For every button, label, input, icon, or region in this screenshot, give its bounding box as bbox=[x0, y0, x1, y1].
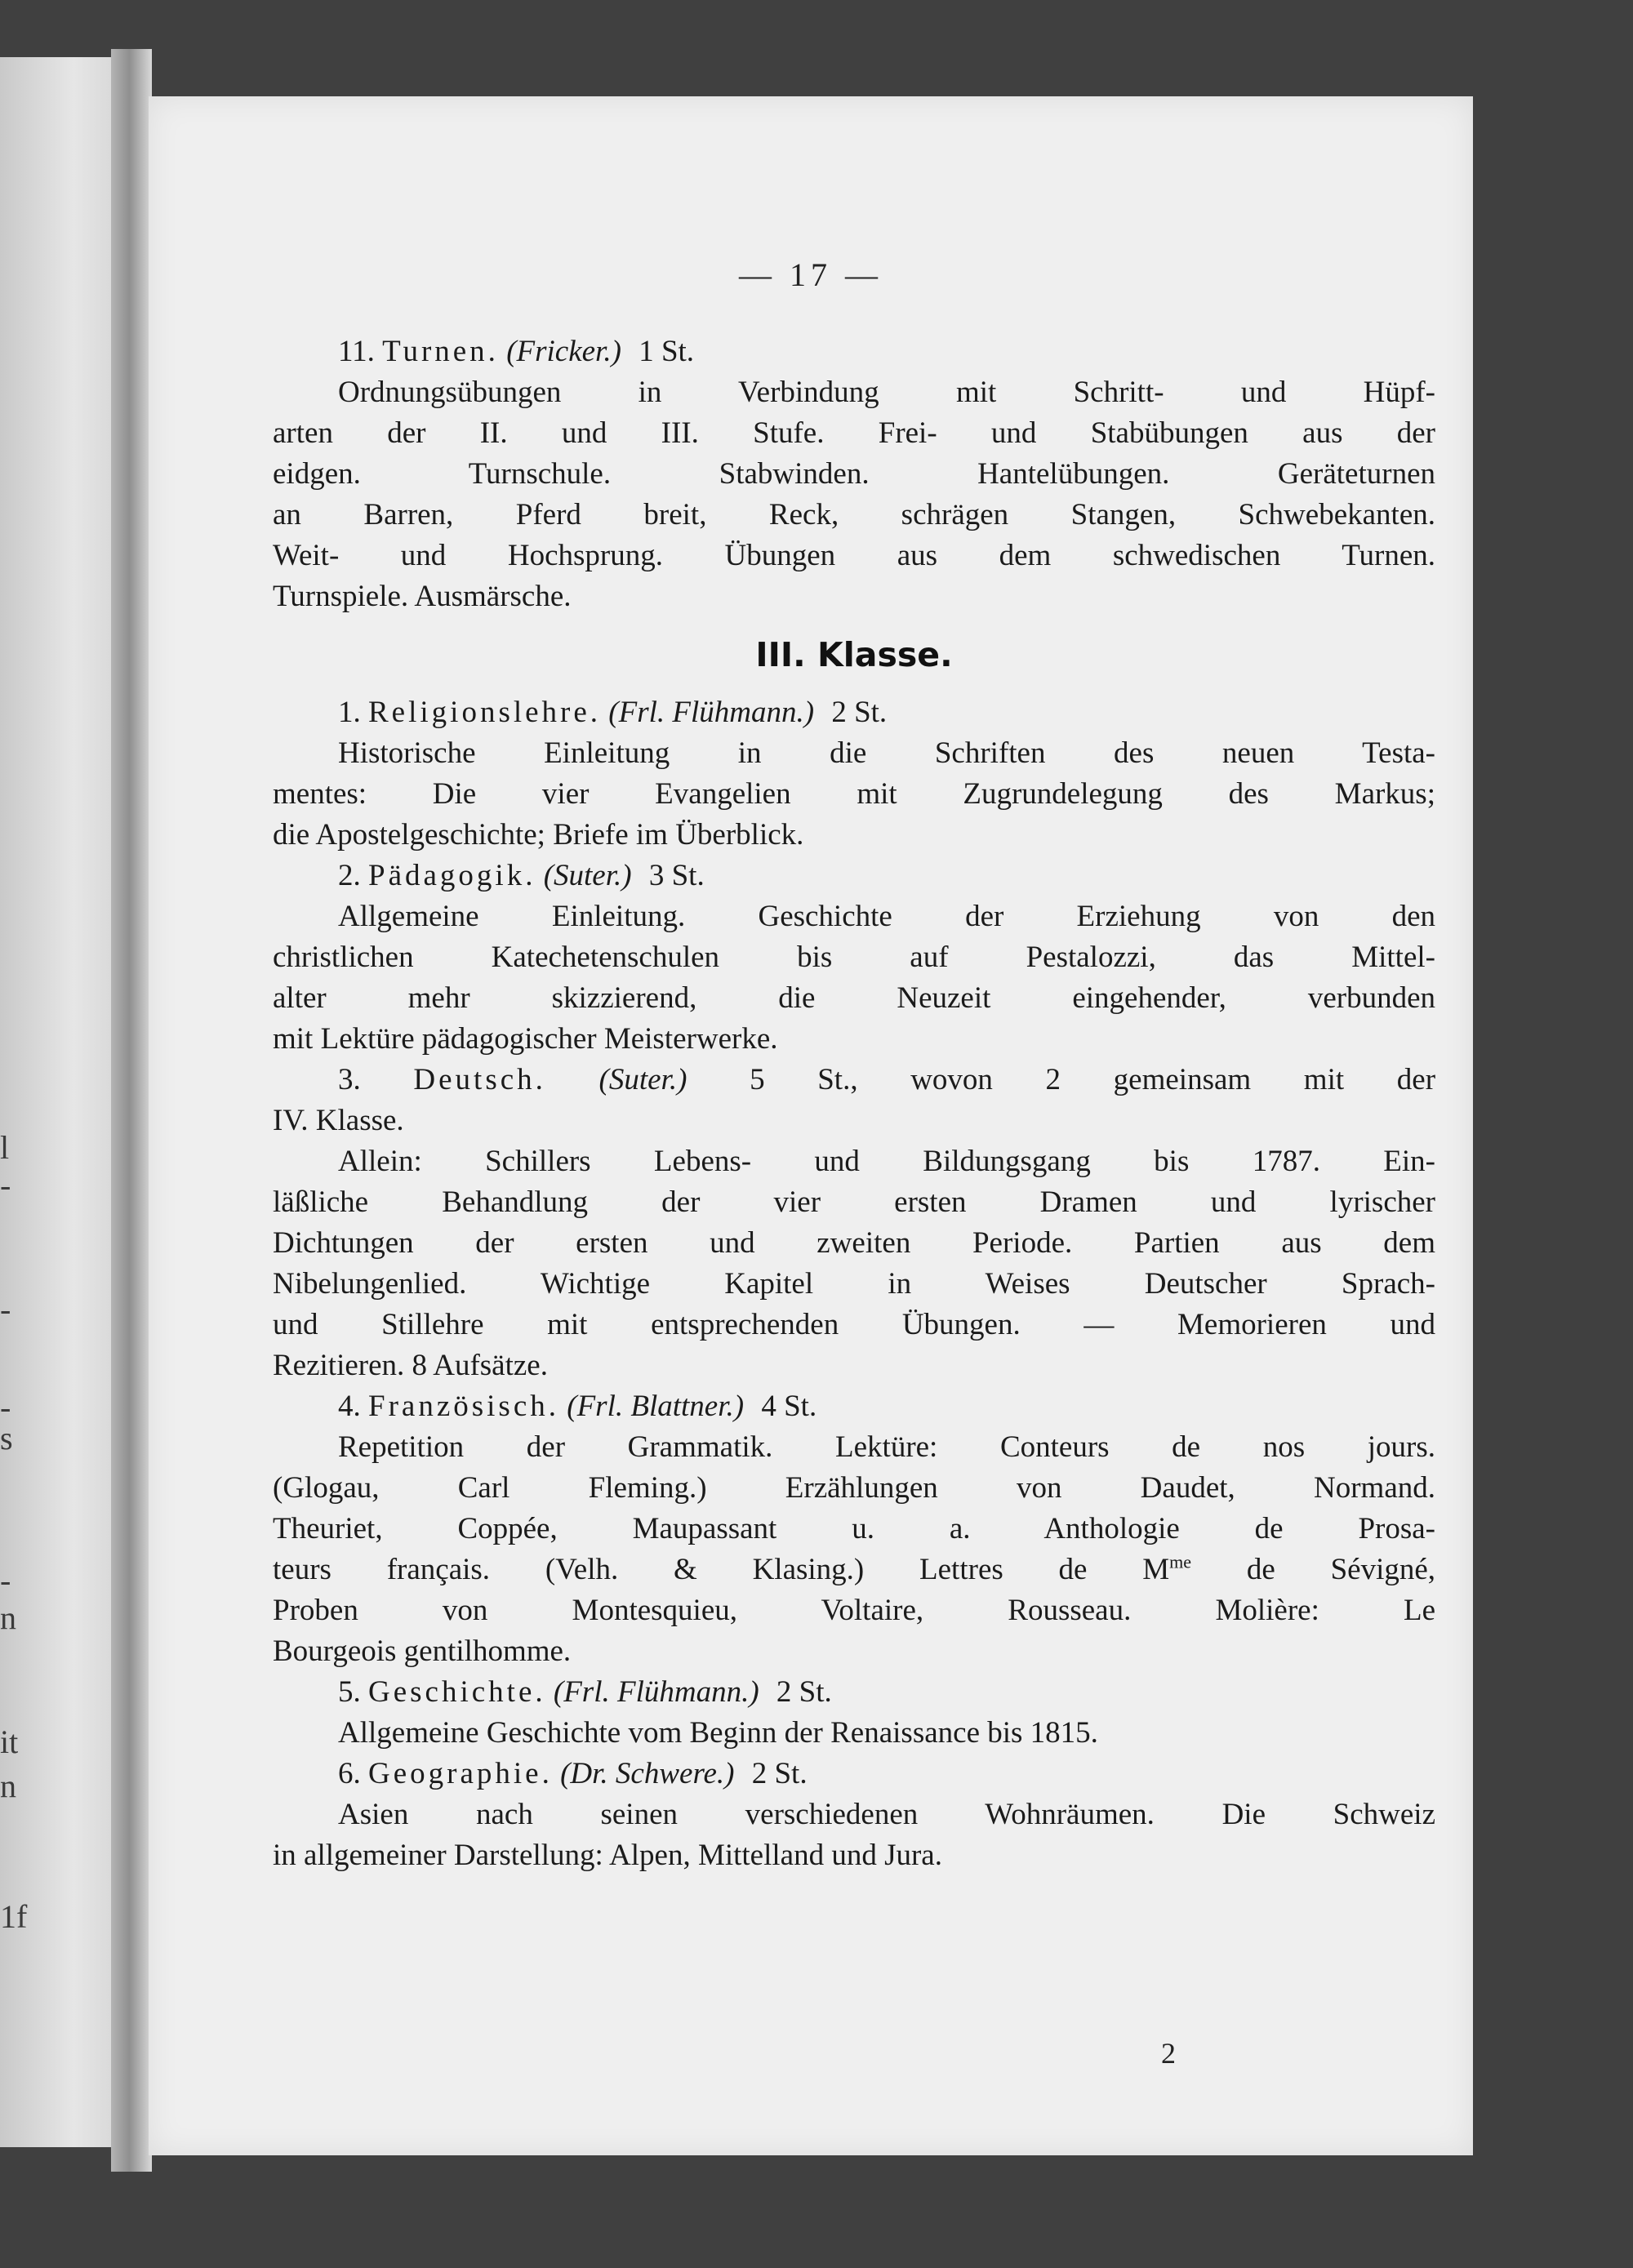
subject-title: Pädagogik. bbox=[368, 859, 536, 892]
left-page-fragment: l bbox=[0, 1129, 10, 1166]
hours: 2 St. bbox=[751, 1757, 808, 1790]
left-page-fragment: n bbox=[0, 1768, 16, 1804]
section-number: 1. bbox=[338, 696, 361, 729]
left-page-fragment: - bbox=[0, 1167, 11, 1203]
text-line: christlichen Katechetenschulen bis auf Pestalozzi, das Mittel- bbox=[273, 941, 1435, 974]
teacher-name: (Suter.) bbox=[598, 1063, 687, 1096]
section-header-paedagogik bbox=[273, 856, 1435, 896]
text-line: Theuriet, Coppée, Maupassant u. a. Anthologie de Prosa- bbox=[273, 1512, 1435, 1545]
text-line: IV. Klasse. bbox=[273, 1104, 404, 1137]
text-line: alter mehr skizzierend, die Neuzeit eingehender, verbunden bbox=[273, 981, 1435, 1015]
class-heading: III. Klasse. bbox=[755, 635, 953, 674]
section-header-franzoesisch bbox=[273, 1386, 1435, 1427]
hours: 3 St. bbox=[648, 859, 705, 892]
teacher-name: (Dr. Schwere.) bbox=[560, 1757, 735, 1790]
subject-title: Deutsch. bbox=[413, 1063, 546, 1096]
text-line: Historische Einleitung in die Schriften des neuen Testa- bbox=[338, 736, 1435, 770]
text-line: in allgemeiner Darstellung: Alpen, Mittelland und Jura. bbox=[273, 1839, 942, 1872]
text-fragment: de Sévigné, bbox=[1246, 1553, 1436, 1586]
text-line: Bourgeois gentilhomme. bbox=[273, 1634, 572, 1668]
subject-title: Geographie. bbox=[368, 1757, 553, 1790]
hours: 2 St. bbox=[831, 696, 888, 729]
section-number: 2. bbox=[338, 859, 361, 892]
left-page-fragment: - bbox=[0, 1562, 11, 1599]
left-page-fragment: 1f bbox=[0, 1898, 28, 1935]
text-line: Nibelungenlied. Wichtige Kapitel in Weises Deutscher Sprach- bbox=[273, 1267, 1435, 1301]
section-number: 6. bbox=[338, 1757, 361, 1790]
book-page bbox=[149, 96, 1473, 2155]
text-line: und Stillehre mit entsprechenden Übungen. — Memorieren und bbox=[273, 1308, 1435, 1341]
text-line: Asien nach seinen verschiedenen Wohnräumen. Die Schweiz bbox=[338, 1798, 1435, 1831]
text-line: mentes: Die vier Evangelien mit Zugrundelegung des Markus; bbox=[273, 777, 1435, 811]
section-header-turnen bbox=[273, 331, 1435, 372]
page-number: — 17 — bbox=[739, 256, 883, 293]
left-page-fragment: n bbox=[0, 1599, 16, 1636]
teacher-name: (Frl. Blattner.) bbox=[567, 1390, 745, 1423]
text-line: mit Lektüre pädagogischer Meisterwerke. bbox=[273, 1022, 778, 1056]
text-line: Weit- und Hochsprung. Übungen aus dem schwedischen Turnen. bbox=[273, 539, 1435, 572]
hours: 1 St. bbox=[639, 335, 695, 368]
text-line: Proben von Montesquieu, Voltaire, Rousseau. Molière: Le bbox=[273, 1594, 1435, 1627]
text-line: Turnspiele. Ausmärsche. bbox=[273, 580, 572, 613]
signature-mark: 2 bbox=[1161, 2037, 1176, 2070]
text-line: Allgemeine Einleitung. Geschichte der Erziehung von den bbox=[338, 900, 1435, 933]
section-number: 5. bbox=[338, 1675, 361, 1709]
teacher-name: (Frl. Flühmann.) bbox=[553, 1675, 759, 1709]
section-number: 4. bbox=[338, 1390, 361, 1423]
section-number: 3. bbox=[338, 1063, 361, 1096]
text-line: Allein: Schillers Lebens- und Bildungsgang bis 1787. Ein- bbox=[338, 1145, 1435, 1178]
teacher-name: (Fricker.) bbox=[506, 335, 621, 368]
text-line: läßliche Behandlung der vier ersten Dramen und lyrischer bbox=[273, 1185, 1435, 1219]
teacher-name: (Suter.) bbox=[543, 859, 632, 892]
section-header-geographie bbox=[273, 1754, 1435, 1794]
hours: 4 St. bbox=[761, 1390, 817, 1423]
superscript: me bbox=[1169, 1551, 1192, 1572]
subject-title: Französisch. bbox=[368, 1390, 559, 1423]
hours: 2 St. bbox=[776, 1675, 832, 1709]
section-header-geschichte bbox=[273, 1672, 1435, 1713]
left-page-fragment: it bbox=[0, 1723, 19, 1760]
text-line: eidgen. Turnschule. Stabwinden. Hantelübungen. Geräteturnen bbox=[273, 457, 1435, 491]
text-line: Repetition der Grammatik. Lektüre: Conteurs de nos jours. bbox=[338, 1430, 1435, 1464]
subject-title: Religionslehre. bbox=[368, 696, 602, 729]
subject-title: Geschichte. bbox=[368, 1675, 546, 1709]
text-line: an Barren, Pferd breit, Reck, schrägen Stangen, Schwebekanten. bbox=[273, 498, 1435, 531]
text-line: die Apostelgeschichte; Briefe im Überblick. bbox=[273, 818, 804, 852]
text-fragment: teurs français. (Velh. & Klasing.) Lettres de M bbox=[273, 1553, 1170, 1586]
text-line: Allgemeine Geschichte vom Beginn der Renaissance bis 1815. bbox=[338, 1716, 1098, 1750]
section-number: 11. bbox=[338, 335, 375, 368]
text-line: (Glogau, Carl Fleming.) Erzählungen von Daudet, Normand. bbox=[273, 1471, 1435, 1505]
text-line bbox=[273, 1550, 1435, 1590]
left-page-fragment: s bbox=[0, 1420, 13, 1456]
page-content bbox=[273, 331, 1435, 1876]
text-line: Rezitieren. 8 Aufsätze. bbox=[273, 1349, 548, 1382]
section-header-religion bbox=[273, 692, 1435, 733]
left-page-fragment: - bbox=[0, 1291, 11, 1327]
left-page-fragment: - bbox=[0, 1389, 11, 1425]
book-gutter bbox=[111, 49, 152, 2172]
text-line: Dichtungen der ersten und zweiten Periode. Partien aus dem bbox=[273, 1226, 1435, 1260]
subject-title: Turnen. bbox=[382, 335, 499, 368]
hours: 5 St., wovon 2 gemeinsam mit der bbox=[750, 1063, 1436, 1096]
section-header-deutsch bbox=[273, 1060, 1435, 1101]
adjacent-left-page bbox=[0, 57, 122, 2147]
teacher-name: (Frl. Flühmann.) bbox=[608, 696, 815, 729]
text-line: Ordnungsübungen in Verbindung mit Schritt- und Hüpf- bbox=[338, 376, 1435, 409]
text-line: arten der II. und III. Stufe. Frei- und Stabübungen aus der bbox=[273, 416, 1435, 450]
